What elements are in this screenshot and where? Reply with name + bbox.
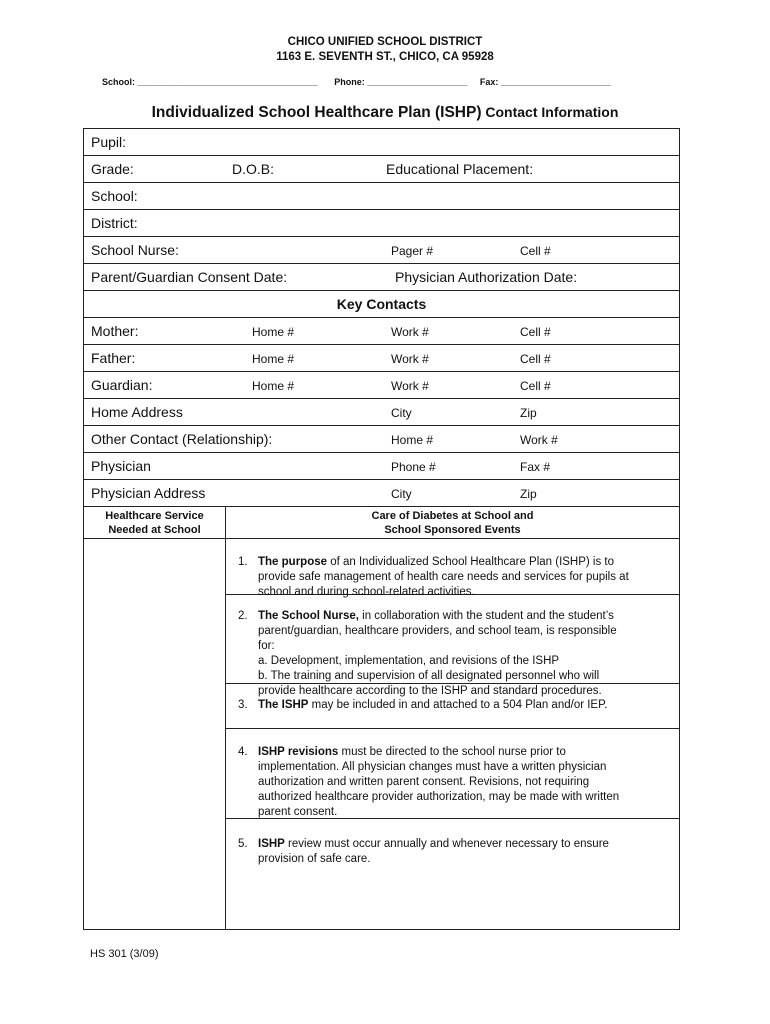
nurse-row[interactable] <box>84 237 679 264</box>
key-contact-field: Home # <box>252 379 295 393</box>
key-contact-field: Phone # <box>391 460 436 474</box>
key-contact-field: Fax # <box>520 460 551 474</box>
care-item: 1. The purpose of an Individualized School Healthcare Plan (ISHP) is to provide safe management of health care needs and services for pupils at school and during school-related activities. <box>226 539 679 595</box>
key-contact-field: Zip <box>520 406 537 420</box>
pupil-row[interactable] <box>84 129 679 156</box>
key-contact-row[interactable] <box>84 399 679 426</box>
pupil-label: Pupil: <box>91 134 127 150</box>
key-contact-field: Zip <box>520 487 537 501</box>
key-contact-field: Cell # <box>520 379 551 393</box>
key-contact-field: Other Contact (Relationship): <box>91 431 273 447</box>
key-contact-row[interactable] <box>84 372 679 399</box>
dob-label: D.O.B: <box>232 161 275 177</box>
key-contact-field: Home # <box>252 352 295 366</box>
phone-field-label[interactable]: Phone: ____________________ <box>334 77 468 87</box>
key-contacts-heading: Key Contacts <box>84 291 679 318</box>
care-item: 5. ISHP review must occur annually and whenever necessary to ensure provision of safe care. <box>238 838 609 865</box>
title-suffix: Contact Information <box>481 104 619 120</box>
key-contact-row[interactable] <box>84 426 679 453</box>
physician-auth-label: Physician Authorization Date: <box>395 269 578 285</box>
key-contact-row[interactable] <box>84 345 679 372</box>
form-number: HS 301 (3/09) <box>90 948 159 960</box>
key-contact-field: Guardian: <box>91 377 153 393</box>
care-section <box>84 507 679 929</box>
key-contact-row[interactable] <box>84 318 679 345</box>
key-contact-field: Physician <box>91 458 151 474</box>
key-contact-field: Cell # <box>520 352 551 366</box>
key-contact-field: Work # <box>391 352 429 366</box>
pager-label: Pager # <box>391 244 434 258</box>
contact-form-table <box>83 128 680 930</box>
school-label: School: <box>91 188 138 204</box>
district-row[interactable] <box>84 210 679 237</box>
key-contact-row[interactable] <box>84 480 679 507</box>
consent-label: Parent/Guardian Consent Date: <box>91 269 288 285</box>
key-contact-field: Father: <box>91 350 136 366</box>
district-name: CHICO UNIFIED SCHOOL DISTRICT <box>287 36 483 48</box>
key-contact-field: Home # <box>391 433 434 447</box>
school-field-label[interactable]: School: ____________________________________ <box>102 77 318 87</box>
grade-label: Grade: <box>91 161 134 177</box>
care-item: 3. The ISHP may be included in and attached to a 504 Plan and/or IEP. <box>226 684 679 729</box>
district-label: District: <box>91 215 138 231</box>
healthcare-service-column[interactable] <box>84 539 226 929</box>
school-row[interactable] <box>84 183 679 210</box>
key-contact-field: Work # <box>391 325 429 339</box>
key-contact-field: Home Address <box>91 404 183 420</box>
care-item: 2. The School Nurse, in collaboration with the student and the student’s parent/guardian, healthcare providers, and school team, is responsible for: a. Development, implementation, and revisions of the ISHP b. The training and supervision of all designated personnel who will provide healthcare according to the ISHP and standard procedures. <box>226 595 679 684</box>
page-title <box>0 104 770 122</box>
key-contact-field: Physician Address <box>91 485 206 501</box>
key-contact-field: Mother: <box>91 323 139 339</box>
care-item: 4. ISHP revisions must be directed to the school nurse prior to implementation. All physician changes must have a written physician authorization and written parent consent. Revisions, not requiring authorized healthcare provider authorization, may be made with written parent consent. <box>226 729 679 819</box>
placement-label: Educational Placement: <box>386 161 534 177</box>
key-contact-row[interactable] <box>84 453 679 480</box>
healthcare-service-header: Healthcare Service Needed at School <box>84 507 226 539</box>
title-main: Individualized School Healthcare Plan (ISHP) <box>151 104 482 121</box>
key-contact-field: Home # <box>252 325 295 339</box>
key-contact-field: Work # <box>391 379 429 393</box>
cell-label: Cell # <box>520 244 551 258</box>
key-contact-field: City <box>391 487 412 501</box>
fax-field-label[interactable]: Fax: ______________________ <box>479 77 611 87</box>
care-of-diabetes-header: Care of Diabetes at School and School Sponsored Events <box>226 507 679 539</box>
key-contact-field: City <box>391 406 412 420</box>
nurse-label: School Nurse: <box>91 242 179 258</box>
grade-row[interactable] <box>84 156 679 183</box>
header-fields <box>102 77 611 87</box>
consent-row[interactable] <box>84 264 679 291</box>
key-contact-field: Cell # <box>520 325 551 339</box>
district-address: 1163 E. SEVENTH ST., CHICO, CA 95928 <box>276 51 494 63</box>
key-contact-field: Work # <box>520 433 558 447</box>
